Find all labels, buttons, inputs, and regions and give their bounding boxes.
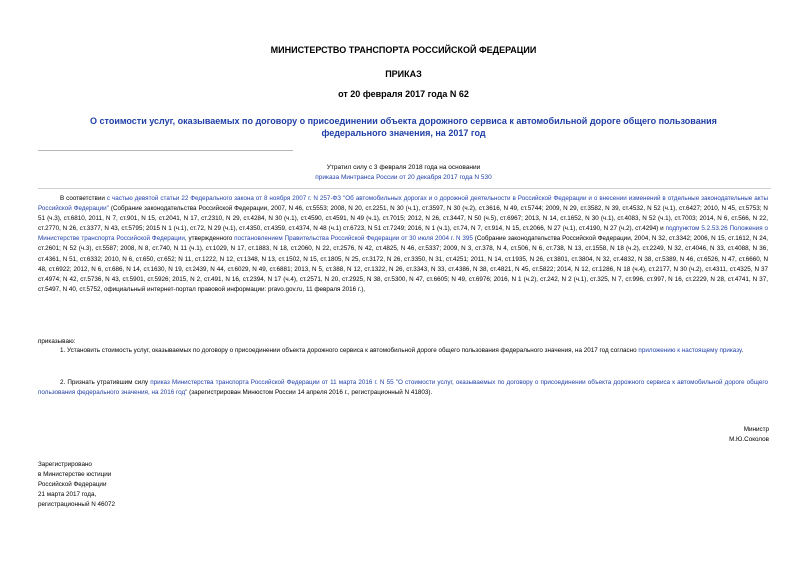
preamble-resolution-link[interactable]: постановлением Правительства Российской Федерации от 30 июля 2004 г. N 395 (234, 235, 473, 243)
repealed-order-link[interactable]: приказ Министерства транспорта Российской Федерации от 11 марта 2016 г. N 55 "О стоимости услуг, оказываемых по договору о присоединении объекта дорожного сервиса к автомобильной дороге общего пользования федерального значения, на 2016 год" (38, 379, 768, 397)
registration-line-5: регистрационный N 46072 (38, 501, 116, 508)
separator-long (38, 188, 771, 189)
order-type: ПРИКАЗ (385, 69, 422, 79)
status-note (0, 163, 807, 183)
registration-line-1: Зарегистрировано (38, 461, 92, 468)
item-1-text: 1. Установить стоимость услуг, оказываемых по договору о присоединении объекта дорожного сервиса к автомобильной дороге общего пользования федерального значения, на 2017 год согласно (60, 347, 639, 354)
signer-position: Министр (743, 426, 769, 433)
registration-line-4: 21 марта 2017 года, (38, 491, 97, 498)
preamble-text-3: , утвержденного (184, 235, 235, 243)
registration-block (38, 460, 115, 510)
item-2-end: (зарегистрирован Минюстом России 14 апреля 2016 г., регистрационный N 41803). (187, 389, 433, 397)
preamble-law-link[interactable]: с частью девятой статьи 22 Федерального закона от 8 ноября 2007 г. N 257-ФЗ "Об автомобильных дорогах и о дорожной деятельности в Российской Федерации и о внесении изменений в отдельные законодательные акты Российской Федерации" (38, 195, 768, 213)
registration-line-2: в Министерстве юстиции (38, 471, 112, 478)
item-2-text: 2. Признать утратившим силу (60, 379, 151, 386)
preamble-text-2: (Собрание законодательства Российской Федерации, 2007, N 46, ст.5553; 2008, N 20, ст.2251, N 30 (ч.1), ст.3597, N 30 (ч.2), ст.3616, N 49, ст.5744; 2009, N 29, ст.3582, N 39, ст.4532, N 52 (ч.1), ст.6427; 2010, N 45, ст.5753; N 51 (ч.3), ст.6810, 2011, N 7, ст.901, N 15, ст.2041, N 17, ст.2310, N 29, ст.4284, N 30 (ч.1), ст.4590, ст.4591, N 49 (ч.1), ст.7015; 2012, N 26, ст.3447, N 50 (ч.5), ст.6967; 2013, N 14, ст.1652, N 30 (ч.1), ст.4083, N 52 (ч.1), ст.7003; 2014, N 6, ст.566, N 22, ст.2770, N 26, ст.3377, N 43, ст.5795; 2015 N 1 (ч.1), ст.72, N 29 (ч.1), ст.4350, ст.4359, ст.4374, N 48 (ч.1) ст.6723, N 51 ст.7249; 2016, N 1 (ч.1), ст.74, N 7, ст.914, N 15, ст.2066, N 27 (ч.1), ст.4190, N 27 (ч.2), ст.4294) и (38, 205, 768, 233)
item-1-end: . (741, 347, 744, 354)
ministry-name: МИНИСТЕРСТВО ТРАНСПОРТА РОССИЙСКОЙ ФЕДЕРАЦИИ (270, 45, 537, 55)
signature-block (729, 425, 769, 445)
document-title: О стоимости услуг, оказываемых по договору о присоединении объекта дорожного сервиса к автомобильной дороге общего пользования федерального значения, на 2017 год (90, 116, 717, 138)
orders-word: приказываю: (38, 338, 76, 345)
preamble-regulation-link[interactable]: подпунктом 5.2.53.26 Положения о Министерстве транспорта Российской Федерации (38, 225, 768, 243)
preamble-paragraph (38, 194, 768, 295)
item-2-paragraph (38, 378, 768, 398)
signer-name: М.Ю.Соколов (729, 436, 769, 443)
separator-short (38, 150, 293, 151)
preamble-text-4: (Собрание законодательства Российской Федерации, 2004, N 32, ст.3342; 2006, N 15, ст.1612, N 24, ст.2601; N 52 (ч.3), ст.5587; 2008, N 8, ст.740, N 11 (ч.1), ст.1029, N 17, ст.1883, N 18, ст.2060, N 22, ст.2576, N 42, ст.4825, N 46, ст.5337; 2009, N 3, ст.378, N 4, ст.506, N 6, ст.738, N 13, ст.1558, N 18 (ч.2), ст.2249, N 32, ст.4046, N 33, ст.4088, N 36, ст.4361, N 51, ст.6332; 2010, N 6, ст.650, ст.652; N 11, ст.1222, N 12, ст.1348, N 13, ст.1502, N 15, ст.1805, N 25, ст.3172, N 26, ст.3350, N 31, ст.4251; 2011, N 14, ст.1935, N 26, ст.3801, ст.3804, N 32, ст.4832, N 38, ст.5389, N 46, ст.6526, N 47, ст.6660, N 48, ст.6922; 2012, N 6, ст.686, N 14, ст.1630, N 19, ст.2439, N 44, ст.6029, N 49, ст.6881; 2013, N 5, ст.388, N 12, ст.1322, N 26, ст.3343, N 33, ст.4386, N 38, ст.4821, N 45, ст.5822; 2014, N 12, ст.1286, N 18 (ч.4), ст.2177, N 30 (ч.2), ст.4311, ст.4325, N 37 ст.4974; N 42, ст.5736, N 43, ст.5901, ст.5926; 2015, N 2, ст.491, N 16, ст.2394, N 17 (ч.4), ст.2571, N 20, ст.2925, N 38, ст.5300, N 47, ст.6605; N 49, ст.6976; 2016, N 1 (ч.2), ст.242, N 2 (ч.1), ст.325, N 7, ст.996, ст.997, N 16, ст.2229, N 28, ст.4741, N 37, ст.5497, N 40, ст.5752, официальный интернет-портал правовой информации: pravo.gov.ru, 11 февраля 2016 г.), (38, 235, 768, 293)
appendix-link[interactable]: приложению к настоящему приказу (638, 347, 742, 354)
status-line: Утратил силу с 3 февраля 2018 года на основании (326, 164, 481, 171)
preamble-text-1: В соответствии (60, 195, 107, 202)
status-link[interactable]: приказа Минтранса России от 20 декабря 2017 года N 530 (315, 174, 492, 181)
registration-line-3: Российской Федерации (38, 481, 107, 488)
item-1-paragraph (38, 346, 768, 356)
order-date: от 20 февраля 2017 года N 62 (338, 89, 469, 99)
